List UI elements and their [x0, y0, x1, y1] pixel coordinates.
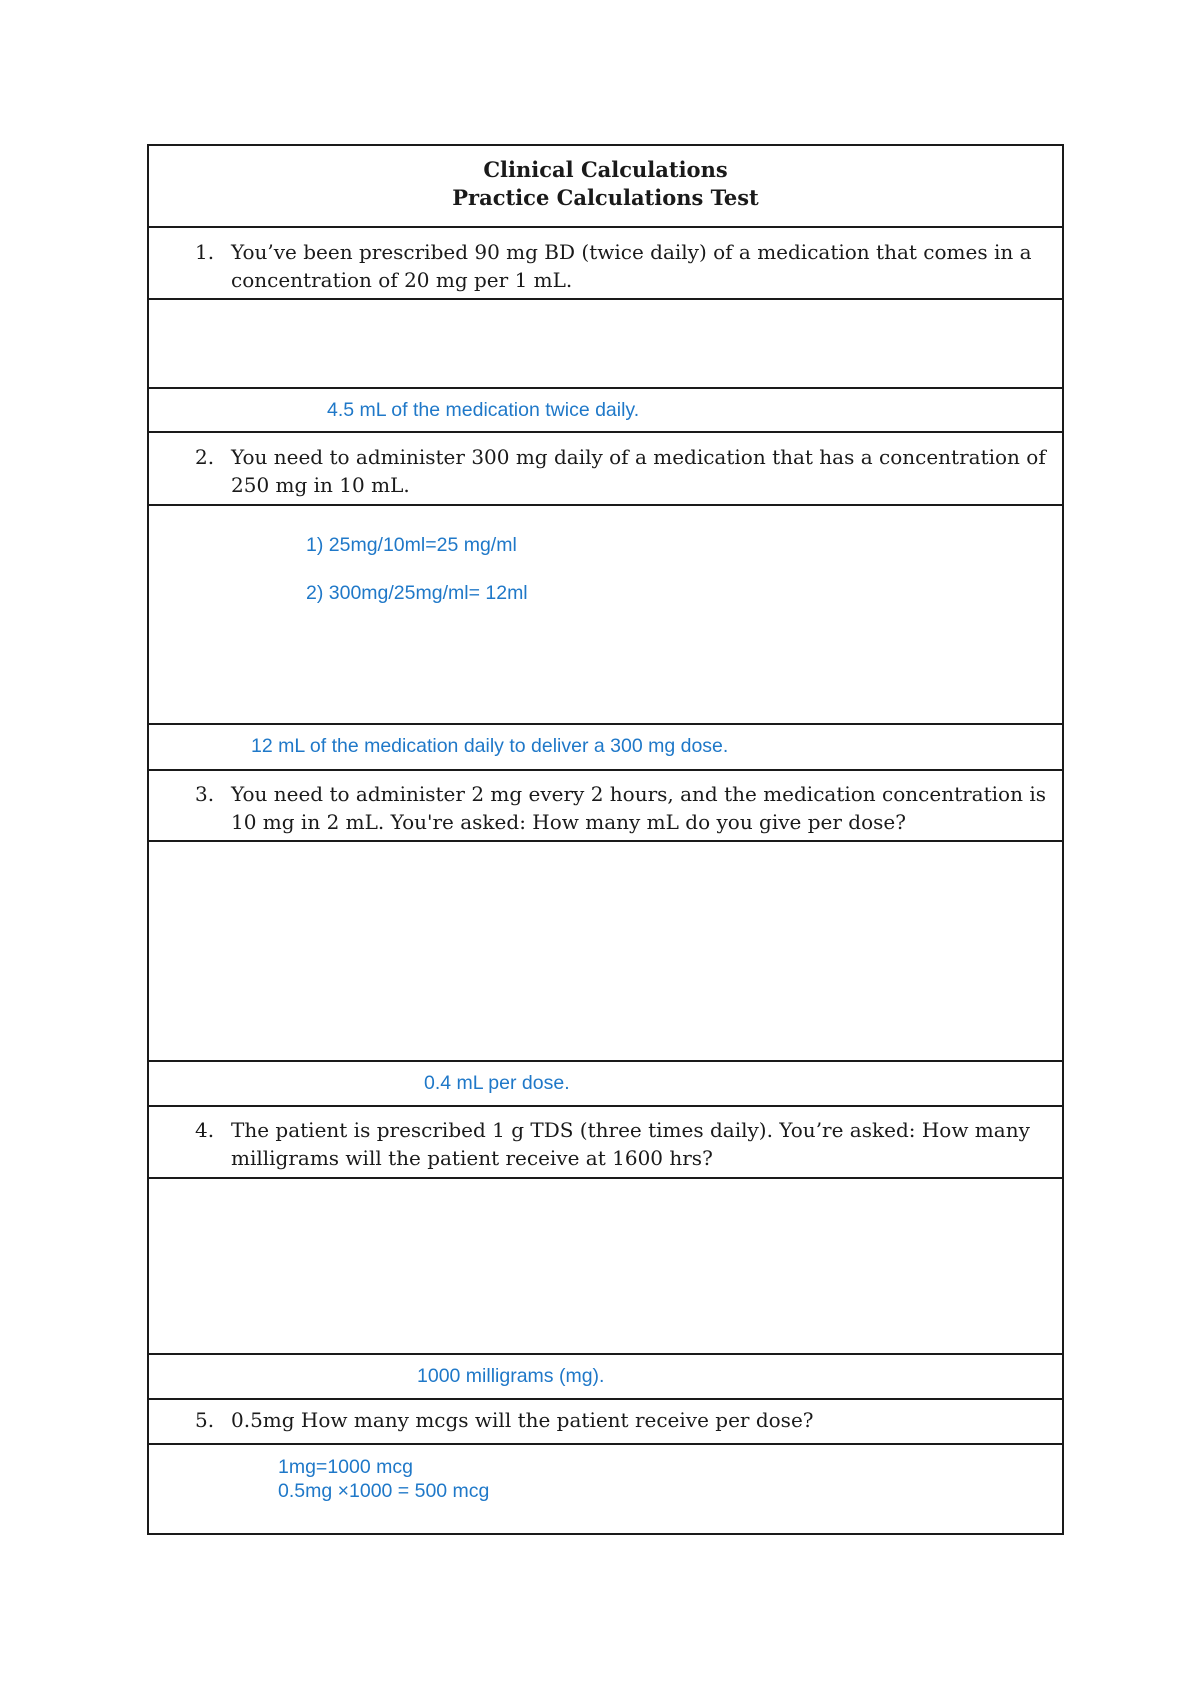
answer-text: 1000 milligrams (mg).: [417, 1365, 605, 1387]
page-title: Clinical Calculations: [483, 157, 728, 182]
question-number: 5.: [195, 1408, 215, 1432]
question-row: [149, 1107, 1062, 1179]
answer-row: [149, 1062, 1062, 1107]
working-line: 1mg=1000 mcg: [278, 1456, 413, 1478]
working-line: 0.5mg ×1000 = 500 mcg: [278, 1480, 490, 1502]
working-area: [149, 1445, 1062, 1533]
question-number: 2.: [195, 445, 215, 469]
working-line: 2) 300mg/25mg/ml= 12ml: [306, 582, 528, 604]
page-subtitle: Practice Calculations Test: [452, 185, 759, 210]
worksheet-table: [147, 144, 1064, 1535]
working-area: [149, 1179, 1062, 1355]
answer-row: [149, 725, 1062, 771]
working-area: [149, 506, 1062, 725]
question-text: You need to administer 300 mg daily of a medication that has a concentration of 250 mg in 10 mL.: [231, 445, 1046, 497]
question-row: [149, 433, 1062, 506]
working-area: [149, 300, 1062, 389]
question-row: [149, 228, 1062, 300]
question-row: [149, 1400, 1062, 1445]
question-number: 3.: [195, 782, 215, 806]
question-text: You’ve been prescribed 90 mg BD (twice daily) of a medication that comes in a concentration of 20 mg per 1 mL.: [231, 240, 1032, 292]
question-text: 0.5mg How many mcgs will the patient receive per dose?: [231, 1408, 814, 1432]
question-text: The patient is prescribed 1 g TDS (three times daily). You’re asked: How many milligrams will the patient receive at 1600 hrs?: [231, 1118, 1030, 1170]
answer-text: 0.4 mL per dose.: [424, 1072, 570, 1094]
answer-text: 12 mL of the medication daily to deliver a 300 mg dose.: [251, 735, 729, 757]
answer-row: [149, 1355, 1062, 1400]
working-area: [149, 842, 1062, 1062]
question-number: 4.: [195, 1118, 215, 1142]
question-text: You need to administer 2 mg every 2 hours, and the medication concentration is 10 mg in 2 mL. You're asked: How many mL do you give per dose?: [231, 782, 1046, 834]
working-line: 1) 25mg/10ml=25 mg/ml: [306, 534, 517, 556]
question-number: 1.: [195, 240, 215, 264]
question-row: [149, 771, 1062, 842]
answer-row: [149, 389, 1062, 433]
title-row: [149, 146, 1062, 228]
answer-text: 4.5 mL of the medication twice daily.: [327, 399, 640, 421]
